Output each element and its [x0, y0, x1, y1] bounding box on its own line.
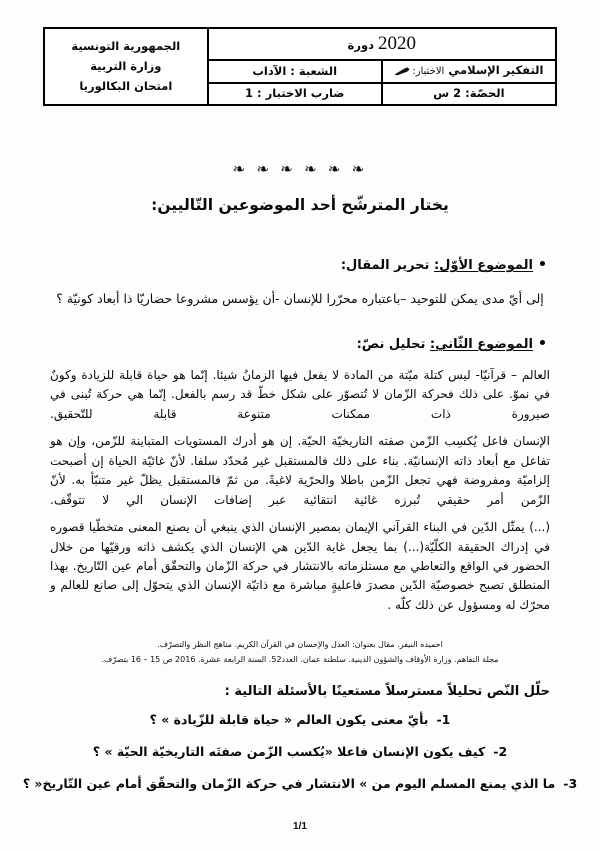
- topic-heading-first: [48, 258, 545, 273]
- question-item: [50, 744, 550, 759]
- ornament-icon: ❧: [327, 160, 344, 178]
- question-number: 3-: [563, 776, 578, 791]
- ornament-icon: ❧: [304, 160, 320, 178]
- question-text: ما الذي يمنع المسلم اليوم من » الانتشار في حركة الزّمان والتحقّق أمام عين التّاريخ« ؟: [22, 776, 556, 791]
- pen-icon: [394, 65, 410, 81]
- source-line-author: احميده النيفر. مقال بعنوان: العدل والإحسان في القرآن الكريم. مناهج النظر والتصرّف.: [157, 640, 443, 649]
- session-cell: [208, 28, 556, 60]
- exam-subject-label: الاختبار:: [412, 65, 445, 77]
- exam-subject-cell: [382, 60, 556, 84]
- session-year: 2020: [378, 33, 417, 54]
- exam-subject-value: التفكير الإسلامي: [448, 62, 544, 77]
- task-instruction: حلّل النّص تحليلاً مسترسلاً مستعينًا بالأسئلة التالية :: [224, 684, 550, 699]
- choose-topic-instruction: يختار المترشّح أحد الموضوعين التّاليين:: [151, 196, 449, 214]
- ministry-line-exam: امتحان البكالوريا: [79, 78, 173, 93]
- ornament-icon: ❧: [351, 160, 368, 178]
- bullet-icon: [540, 340, 545, 345]
- passage-paragraph: الإنسان فاعل يُكسِب الزّمن صفته التاريخيّة الحيّة. إن هو أدرك المستويات المتباينة للزّمن، وإن هو تفاعل مع أبعاد ذاته الإنسانيّة. بناء على ذلك فالمستقبل غير مُحدّد سلفا. لأنّ غائيّة الحياة إن أصبحت إلزاميّة ومفروضة فهي تجعل الزّمن باطلا والحرّية لاغيةً. من ثمّ فالمستقبل يظلّ غير متنبّأ به. لأنّ الزّمن أمر حقيقي تُبرزه غائية انتقائية عبر إضافات الإنسان الي لا تتوقّف.: [50, 434, 550, 507]
- topic-first-label: الموضوع الأوّل:: [433, 258, 533, 273]
- ornament-icon: ❧: [280, 160, 296, 178]
- session-label: دورة: [347, 38, 375, 52]
- question-number: 1-: [436, 712, 451, 727]
- header-row-session: [44, 28, 556, 60]
- source-attribution: [50, 638, 550, 668]
- passage-paragraph: (...) يمثّل الدّين في البناء القرآني الإيمان بمصير الإنسان الذي ينبغي أن يصنع المعنى متخطّيا قصوره في إدراك الحقيقة الكلّيّة(...) بما يجعل غاية الدّين هي الإنسان الذي يكشف ذاته ورقيّها من خلال الحضور في الواقع والتعاطي مع مستلزماته بالانتشار في حركة الزّمان والتحقّق أمام عين التّاريخ. بهذا المنطلق تصبح خصوصيّة الدّين مصدرَ فاعليةٍ مباشرة مع ذاتيّة الإنسان الذي يتحوّل إلى صانع للعالم و محرّك له ومسؤول عن ذلك كلّه .: [50, 520, 550, 612]
- questions-list: [22, 712, 578, 808]
- question-item: [50, 712, 550, 727]
- duration-cell: الحصّة: 2 س: [382, 83, 556, 105]
- ornament-icon: ❧: [232, 160, 249, 178]
- topic-heading-second: [48, 337, 545, 352]
- ministry-line-ministry: وزارة التربية: [90, 58, 162, 73]
- question-text: بأيّ معنى يكون العالم « حياة قابلة للزّيادة » ؟: [149, 712, 429, 727]
- topic-first-body: إلى أيّ مدى يمكن للتوحيد –باعتباره محرّرا للإنسان -أن يؤسس مشروعا حضاريّا ذا أبعاد كونيّة ؟: [56, 291, 544, 306]
- question-text: كيف يكون الإنسان فاعلا «يُكسب الزّمن صفتَه التاريخيّة الحيّة » ؟: [92, 744, 486, 759]
- question-number: 2-: [493, 744, 508, 759]
- topic-second-label: الموضوع الثّاني:: [429, 337, 533, 352]
- branch-cell: الشعبة : الآداب: [208, 60, 382, 84]
- topic-second-rest: تحليل نصّ:: [356, 337, 430, 352]
- ornament-icon: ❧: [256, 160, 273, 178]
- ornament-divider: [0, 160, 600, 178]
- bullet-icon: [540, 261, 545, 266]
- exam-header: [43, 27, 557, 106]
- coefficient-cell: ضارب الاختبار : 1: [208, 83, 382, 105]
- source-line-journal: مجلة التفاهم. وزارة الأوقاف والشؤون الدينية. سلطنة عمان. العدد52. السنة الرابعة عشرة. 2016 ص 15 – 16 بتصرّف.: [101, 654, 499, 664]
- ministry-cell: [44, 28, 208, 105]
- question-item: [22, 776, 578, 791]
- page-number: 1/1: [293, 821, 307, 832]
- passage-paragraph: العالم – قرآنيّا- ليس كتلة ميّتة من المادة لا يفعل فيها الزمانُ شيئا. إنّما هو حياة قابلة للزيادة وكونٌ في نموّ. على ذلك فحركة الزّمان لا تُتصوّر على شكل خطّ قد رسم بالفعل. إنّما هي حركة تُبنى في صيرورة ذات ممكنات متنوعة قابلة للتّحقيق.: [50, 368, 550, 421]
- passage-text: [50, 366, 550, 623]
- topic-first-rest: تحرير المقال:: [340, 258, 434, 273]
- ministry-line-country: الجمهورية التونسية: [71, 38, 181, 53]
- header-table: [43, 27, 557, 106]
